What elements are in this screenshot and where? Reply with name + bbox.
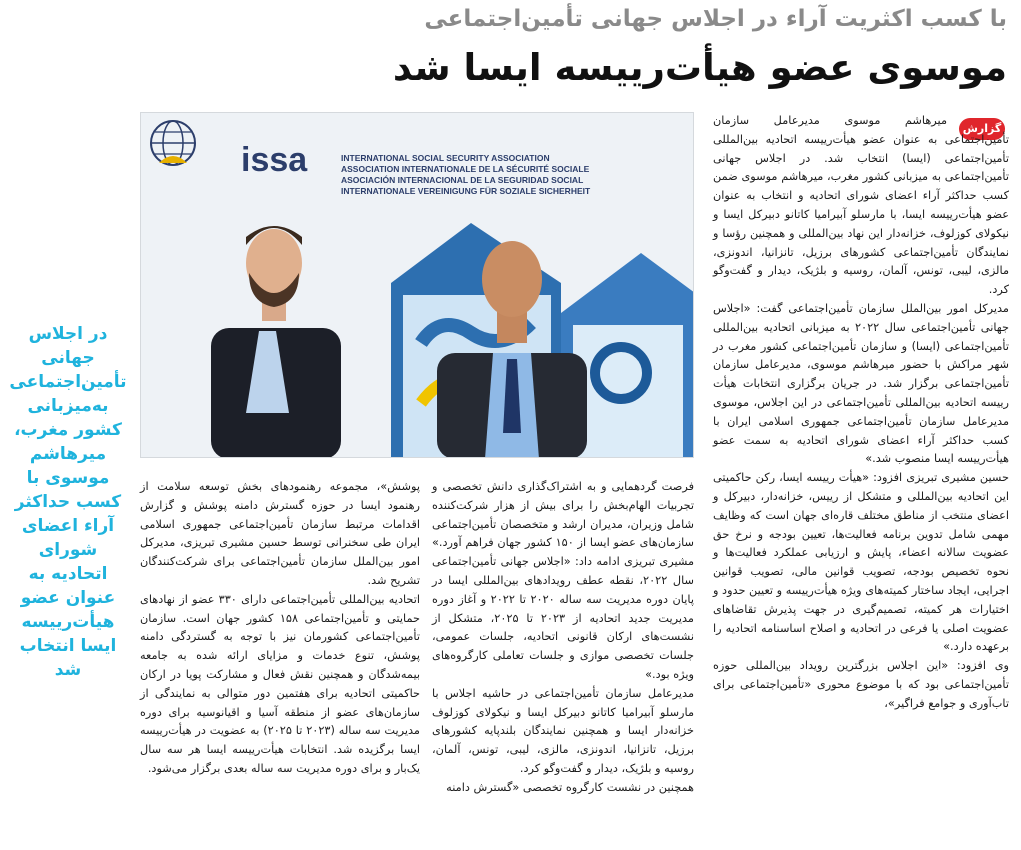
association-names [341, 153, 590, 197]
paragraph: وی افزود: «این اجلاس بزرگترین رویداد بین‌المللی حوزه تأمین‌اجتماعی بود که با موضوع محوری «تأمین‌اجتماعی برای تاب‌آوری و جوامع فراگیر»، [713, 659, 1009, 710]
association-line: INTERNATIONAL SOCIAL SECURITY ASSOCIATION [341, 153, 550, 163]
article-headline: موسوی عضو هیأت‌رییسه ایسا شد [392, 46, 1007, 89]
pull-quote: در اجلاس جهانی تأمین‌اجتماعی به‌میزبانی کشور مغرب، میرهاشم موسوی با کسب حداکثر آراء اعضای شورای اتحادیه به عنوان عضو هیأت‌رییسه ایسا انتخاب شد [9, 324, 127, 680]
paragraph: مدیرکل امور بین‌الملل سازمان تأمین‌اجتماعی گفت: «اجلاس جهانی تأمین‌اجتماعی سال ۲۰۲۲ به میزبانی اتحادیه بین‌المللی تأمین‌اجتماعی (ایسا) و سازمان تأمین‌اجتماعی کشور مغرب در شهر مراکش با حضور میرهاشم موسوی، مدیرعامل سازمان تأمین‌اجتماعی برگزار شد. در جریان برگزاری انتخابات هیأت رییسه اتحادیه بین‌المللی تأمین‌اجتماعی در این اجلاس، موسوی مدیرعامل سازمان تأمین‌اجتماعی جمهوری اسلامی ایران با کسب حداکثر آراء اعضای شورای اتحادیه به سمت عضو هیأت‌رییسه ایسا منصوب شد.» [713, 301, 1010, 466]
paragraph: اتحادیه بین‌المللی تأمین‌اجتماعی دارای ۳۳۰ عضو از نهادهای حمایتی و تأمین‌اجتماعی ۱۵۸ کشور جهان است. سازمان تأمین‌اجتماعی کشورمان نیز با توجه به گستردگی دامنه پوشش، تنوع خدمات و مزایای ارائه شده به جامعه بیمه‌شدگان و همچنین نقش فعال و مشارکت پویا در ارکان حاکمیتی اتحادیه برای هفتمین دور متوالی به نمایندگی از سازمان‌های عضو از منطقه آسیا و اقیانوسیه برای دوره مدیریت سه ساله (۲۰۲۳ تا ۲۰۲۵) به عضویت در هیأت‌رییسه ایسا برگزیده شد. انتخابات هیأت‌رییسه ایسا هر سه سال یک‌بار و برای دوره مدیریت سه ساله بعدی برگزار می‌شود. [140, 592, 420, 775]
article-column-right [713, 112, 1009, 714]
paragraph: میرهاشم موسوی مدیرعامل سازمان تأمین‌اجتماعی به عنوان عضو هیأت‌رییسه اتحادیه بین‌المللی تأمین‌اجتماعی (ایسا) انتخاب شد. در اجلاس جهانی تأمین‌اجتماعی به میزبانی کشور مغرب، میرهاشم موسوی ضمن کسب حداکثر آراء اعضای شورای اتحادیه و انتخاب به عنوان عضو هیأت‌رییسه ایسا، با مارسلو آبیرامیا کاتانو دبیرکل ایسا و نیکولای کوزلوف، خزانه‌دار این نهاد بین‌المللی و همچنین رؤسا و نمایندگان تأمین‌اجتماعی کشورهای برزیل، تانزانیا، اندونزی، مالزی، لیبی، تونس، آلمان، روسیه و بلژیک، دیدار و گفت‌وگو کرد. [713, 114, 1009, 297]
paragraph: فرصت گردهمایی و به اشتراک‌گذاری دانش تخصصی و تجربیات الهام‌بخش را برای بیش از هزار شرکت‌کننده شامل وزیران، مدیران ارشد و متخصصان تأمین‌اجتماعی سازمان‌های عضو ایسا از ۱۵۰ کشور جهان فراهم آورد.» مشیری تبریزی ادامه داد: «اجلاس جهانی تأمین‌اجتماعی سال ۲۰۲۲، نقطه عطف رویدادهای بین‌المللی ایسا در پایان دوره مدیریت سه ساله ۲۰۲۰ تا ۲۰۲۲ و آغاز دوره مدیریت جدید اتحادیه از ۲۰۲۳ تا ۲۰۲۵، متشکل از نشست‌های ارکان قانونی اتحادیه، جلسات عمومی، جلسات تخصصی موازی و جلسات تعاملی کارگروه‌های ویژه بود.» [432, 480, 695, 681]
article-kicker: با کسب اکثریت آراء در اجلاس جهانی تأمین‌اجتماعی [424, 6, 1007, 32]
article-column-left [140, 478, 420, 779]
association-line: INTERNATIONALE VEREINIGUNG FÜR SOZIALE SICHERHEIT [341, 186, 591, 196]
paragraph: حسین مشیری تبریزی افزود: «هیأت رییسه ایسا، رکن حاکمیتی این اتحادیه بین‌المللی و متشکل از رییس، خزانه‌دار، دبیرکل و اعضای منتخب از مناطق مختلف قاره‌ای جهان است که وظایف مهمی شامل تدوین برنامه فعالیت‌ها، تعیین بودجه و نرخ حق عضویت سالانه اعضاء، پایش و ارزیابی عملکرد فعالیت‌ها و نحوه تخصیص بودجه، تصویب قوانین مالی، تصویب قوانین اجرایی، ایجاد ساختار کمیته‌های ویژه هیأت‌رییسه و تعیین حدود و اختیارات هر کمیته، تصمیم‌گیری در جهت پذیرش تقاضاهای عضویت اصلی یا فرعی در اتحادیه و اصلاح اساسنامه اتحادیه را برعهده دارد.» [713, 471, 1009, 654]
paragraph: مدیرعامل سازمان تأمین‌اجتماعی در حاشیه اجلاس با مارسلو آبیرامیا کاتانو دبیرکل ایسا و نیکولای کوزلوف خزانه‌دار ایسا و همچنین نمایندگان بلندپایه کشورهای برزیل، تانزانیا، اندونزی، مالزی، لیبی، تونس، آلمان، روسیه و بلژیک، دیدار و گفت‌وگو کرد. [432, 686, 694, 775]
article-column-middle [432, 478, 694, 798]
association-line: ASSOCIATION INTERNATIONALE DE LA SÉCURITÉ SOCIALE [341, 164, 590, 174]
association-line: ASOCIACIÓN INTERNACIONAL DE LA SEGURIDAD SOCIAL [341, 175, 584, 185]
issa-logo-text: issa [241, 141, 308, 179]
article-photo [140, 112, 694, 458]
paragraph: همچنین در نشست کارگروه تخصصی «گسترش دامنه [446, 780, 694, 794]
paragraph: پوشش»، مجموعه رهنمودهای بخش توسعه سلامت از رهنمود ایسا در حوزه گسترش دامنه پوشش و گزارش اقدامات مرتبط سازمان تأمین‌اجتماعی جمهوری اسلامی ایران طی سخنرانی توسط حسین مشیری تبریزی، مدیرکل امور بین‌الملل سازمان تأمین‌اجتماعی برای شرکت‌کنندگان تشریح شد. [140, 480, 420, 587]
report-badge: گزارش [959, 118, 1005, 140]
